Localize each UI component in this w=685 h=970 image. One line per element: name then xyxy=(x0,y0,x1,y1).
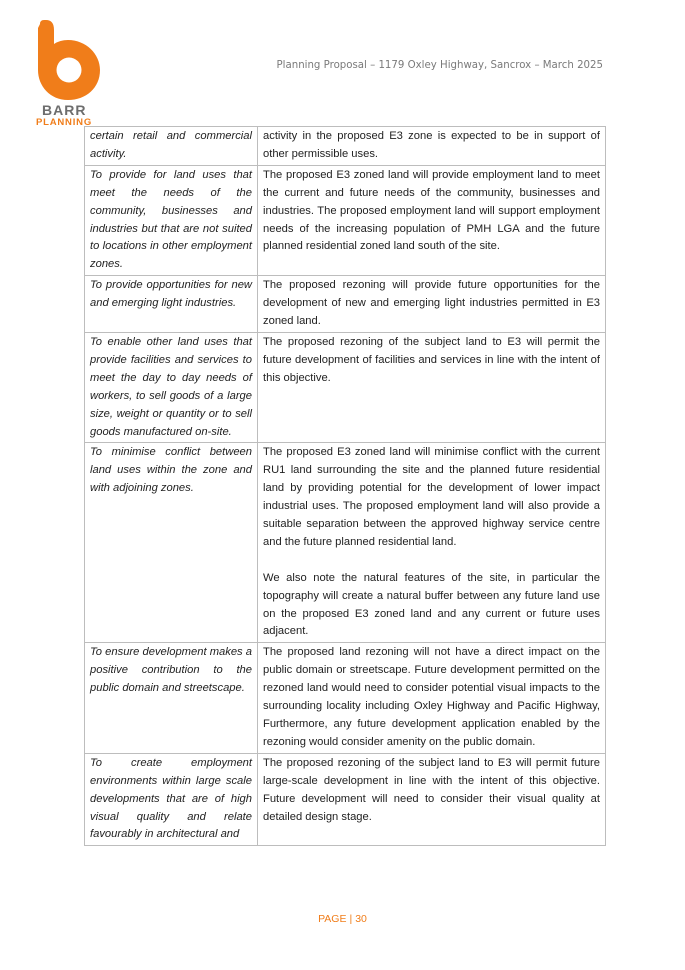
table-row xyxy=(85,643,606,753)
objective-cell: certain retail and commercial activity. xyxy=(85,127,258,166)
response-cell xyxy=(258,643,606,753)
response-paragraph: The proposed land rezoning will not have a direct impact on the public domain or streetscape. Future development permitted on the rezoned land would need to consider potential visual impacts to the surrounding locality including Oxley Highway and Pacific Highway, Furthermore, any future development application enabled by the rezoning would consider amenity on the public domain. xyxy=(263,646,600,748)
response-cell xyxy=(258,753,606,846)
objectives-table xyxy=(84,126,606,846)
response-paragraph: The proposed rezoning of the subject land to E3 will permit the future development of facilities and services in line with the intent of this objective. xyxy=(263,335,600,384)
objective-cell: To minimise conflict between land uses within the zone and with adjoining zones. xyxy=(85,443,258,643)
response-paragraph: activity in the proposed E3 zone is expected to be in support of other permissible uses. xyxy=(263,130,600,160)
table-row xyxy=(85,276,606,333)
response-paragraph: The proposed E3 zoned land will provide employment land to meet the current and future needs of the community, businesses and industries. The proposed employment land will support employment needs of the increasing population of PMH LGA and the future planned residential zoned land south of the site. xyxy=(263,168,600,253)
table-row xyxy=(85,443,606,643)
response-paragraph: The proposed rezoning will provide future opportunities for the development of new and emerging light industries permitted in E3 zoned land. xyxy=(263,279,600,328)
table-row xyxy=(85,753,606,846)
page-separator: | xyxy=(349,913,353,925)
logo-text-planning: PLANNING xyxy=(36,117,93,128)
table-row xyxy=(85,165,606,275)
objective-cell: To create employment environments within large scale developments that are of high visual quality and relate favourably in architectural and xyxy=(85,753,258,846)
response-cell xyxy=(258,127,606,166)
response-paragraph: We also note the natural features of the site, in particular the topography will create a natural buffer between any future land use on the proposed E3 zoned land and any current or future uses adjacent. xyxy=(263,571,600,638)
response-paragraph: The proposed rezoning of the subject land to E3 will permit future large-scale development in line with the intent of this objective. Future development will need to consider their visual quality at detailed design stage. xyxy=(263,756,600,823)
response-cell xyxy=(258,276,606,333)
table-row xyxy=(85,332,606,442)
barr-b-logo-icon xyxy=(34,18,102,102)
objective-cell: To enable other land uses that provide facilities and services to meet the day to day needs of workers, to sell goods of a large size, weight or quantity or to sell goods manufactured on-site. xyxy=(85,332,258,442)
table-row xyxy=(85,127,606,166)
barr-planning-logo xyxy=(30,18,102,128)
page-footer xyxy=(0,913,685,925)
response-paragraph: The proposed E3 zoned land will minimise conflict with the current RU1 land surrounding the site and the planned future residential land by providing potential for the development of lower impact industrial uses. The proposed employment land will also provide a suitable separation between the approved highway service centre and the future planned residential land. xyxy=(263,446,600,548)
objectives-table-body xyxy=(85,127,606,846)
page-label: PAGE xyxy=(318,913,347,925)
response-cell xyxy=(258,443,606,643)
objective-cell: To provide for land uses that meet the needs of the community, businesses and industries but that are not suited to locations in other employment zones. xyxy=(85,165,258,275)
objective-cell: To ensure development makes a positive contribution to the public domain and streetscape. xyxy=(85,643,258,753)
page-number: 30 xyxy=(355,913,367,925)
response-cell xyxy=(258,165,606,275)
objective-cell: To provide opportunities for new and emerging light industries. xyxy=(85,276,258,333)
document-header-title: Planning Proposal – 1179 Oxley Highway, Sancrox – March 2025 xyxy=(276,60,603,71)
response-cell xyxy=(258,332,606,442)
logo-text-barr: BARR xyxy=(42,102,87,118)
